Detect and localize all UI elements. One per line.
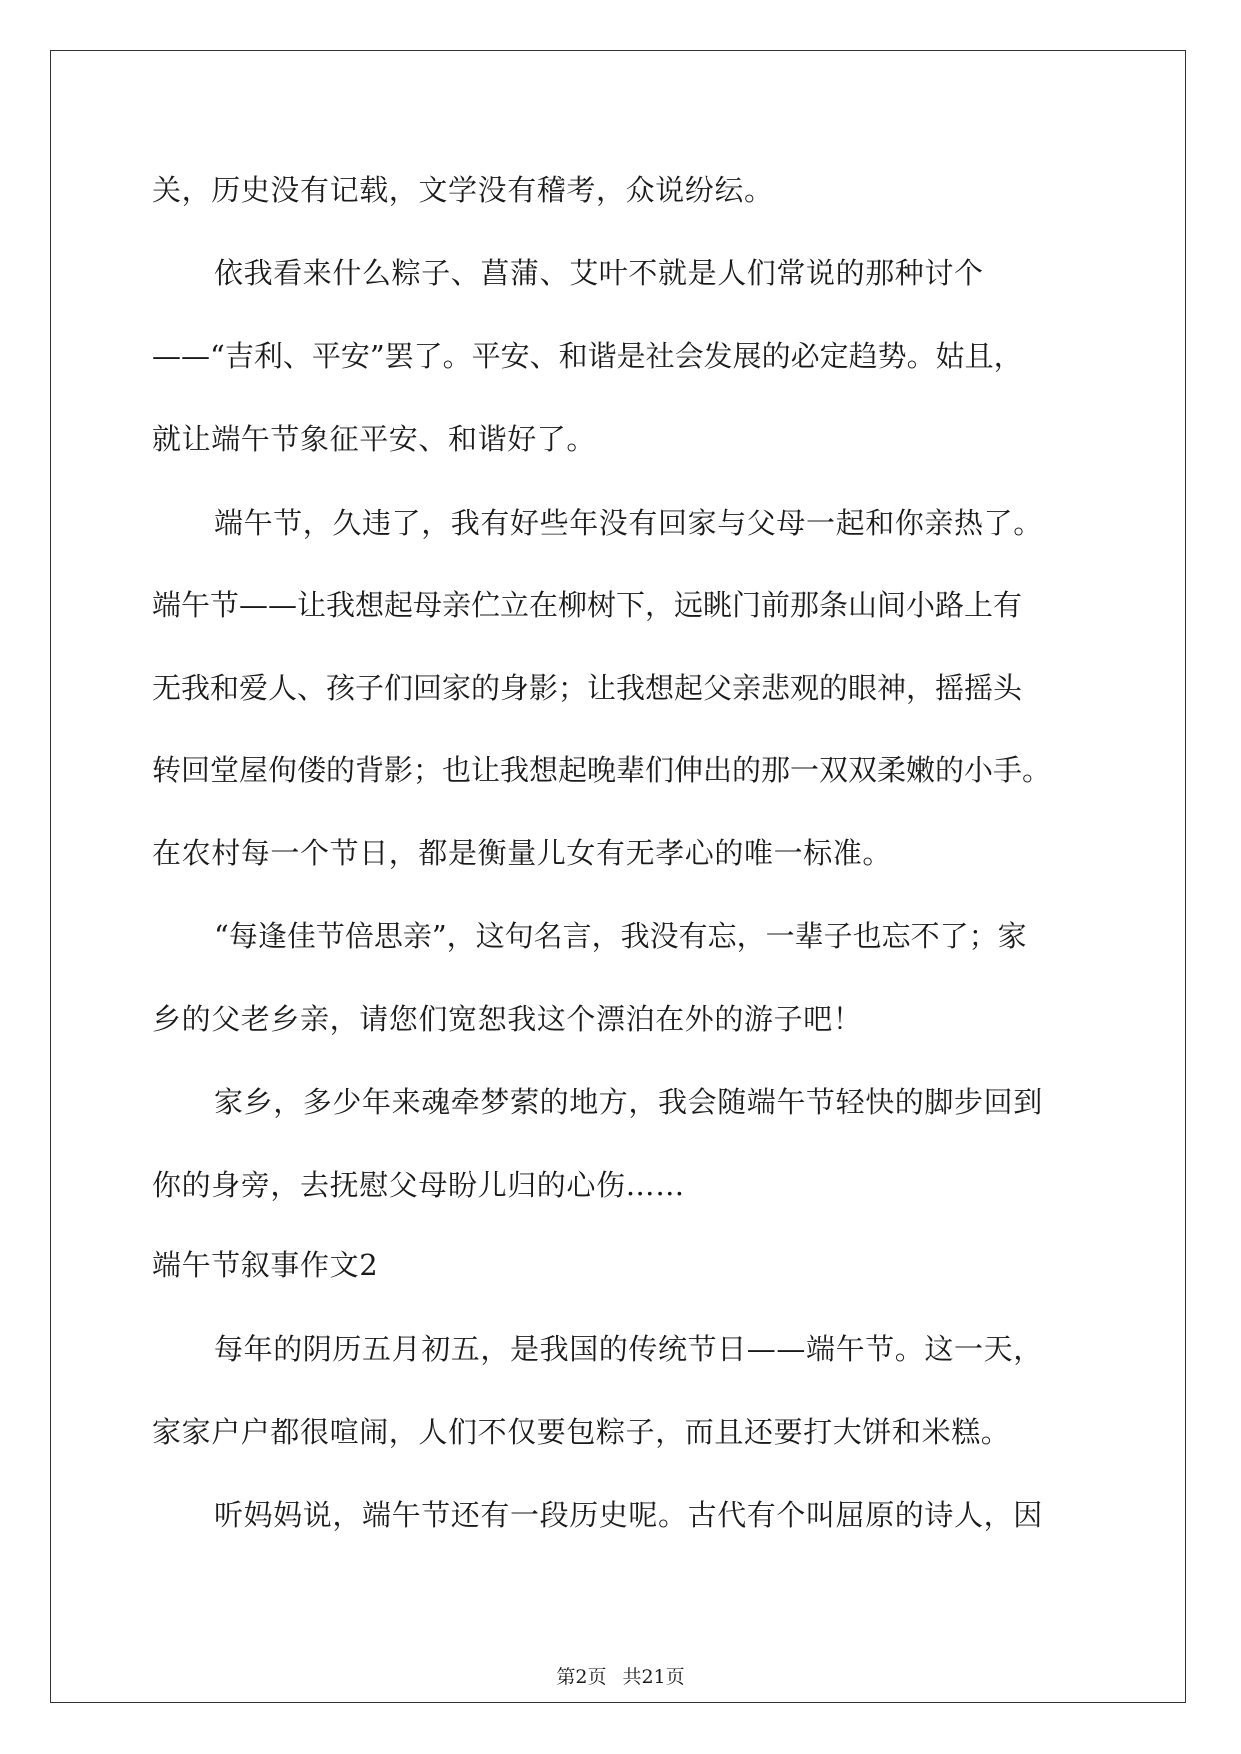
text-line-17: 听妈妈说，端午节还有一段历史呢。古代有个叫屈原的诗人，因 xyxy=(214,1498,1043,1532)
text-line-3: ——“吉利、平安”罢了。平安、和谐是社会发展的必定趋势。姑且， xyxy=(152,339,1023,373)
text-line-16: 家家户户都很喧闹，人们不仅要包粽子，而且还要打大饼和米糕。 xyxy=(152,1415,1011,1449)
text-line-13: 你的身旁，去抚慰父母盼儿归的心伤…… xyxy=(152,1168,685,1202)
text-line-10: “每逢佳节倍思亲”，这句名言，我没有忘，一辈子也忘不了；家 xyxy=(214,919,1027,953)
page-footer xyxy=(0,1665,1241,1689)
text-line-15: 每年的阴历五月初五，是我国的传统节日——端午节。这一天， xyxy=(214,1332,1043,1366)
text-line-4: 就让端午节象征平安、和谐好了。 xyxy=(152,422,597,456)
text-line-11: 乡的父老乡亲，请您们宽恕我这个漂泊在外的游子吧！ xyxy=(152,1002,863,1036)
text-line-12: 家乡，多少年来魂牵梦萦的地方，我会随端午节轻快的脚步回到 xyxy=(214,1085,1043,1119)
text-line-7: 无我和爱人、孩子们回家的身影；让我想起父亲悲观的眼神，摇摇头 xyxy=(152,671,1023,705)
text-line-6: 端午节——让我想起母亲伫立在柳树下，远眺门前那条山间小路上有 xyxy=(152,588,1023,622)
page-border xyxy=(50,50,1186,1703)
text-line-2: 依我看来什么粽子、菖蒲、艾叶不就是人们常说的那种讨个 xyxy=(214,256,984,290)
text-line-5: 端午节，久违了，我有好些年没有回家与父母一起和你亲热了。 xyxy=(214,506,1043,540)
text-line-9: 在农村每一个节日，都是衡量儿女有无孝心的唯一标准。 xyxy=(152,836,893,870)
page-total: 共21页 xyxy=(622,1666,685,1688)
page-number: 第2页 xyxy=(556,1666,607,1688)
section-heading: 端午节叙事作文2 xyxy=(152,1248,379,1282)
text-line-8: 转回堂屋佝偻的背影；也让我想起晚辈们伸出的那一双双柔嫩的小手。 xyxy=(152,753,1052,787)
text-line-1: 关，历史没有记载，文学没有稽考，众说纷纭。 xyxy=(152,173,774,207)
